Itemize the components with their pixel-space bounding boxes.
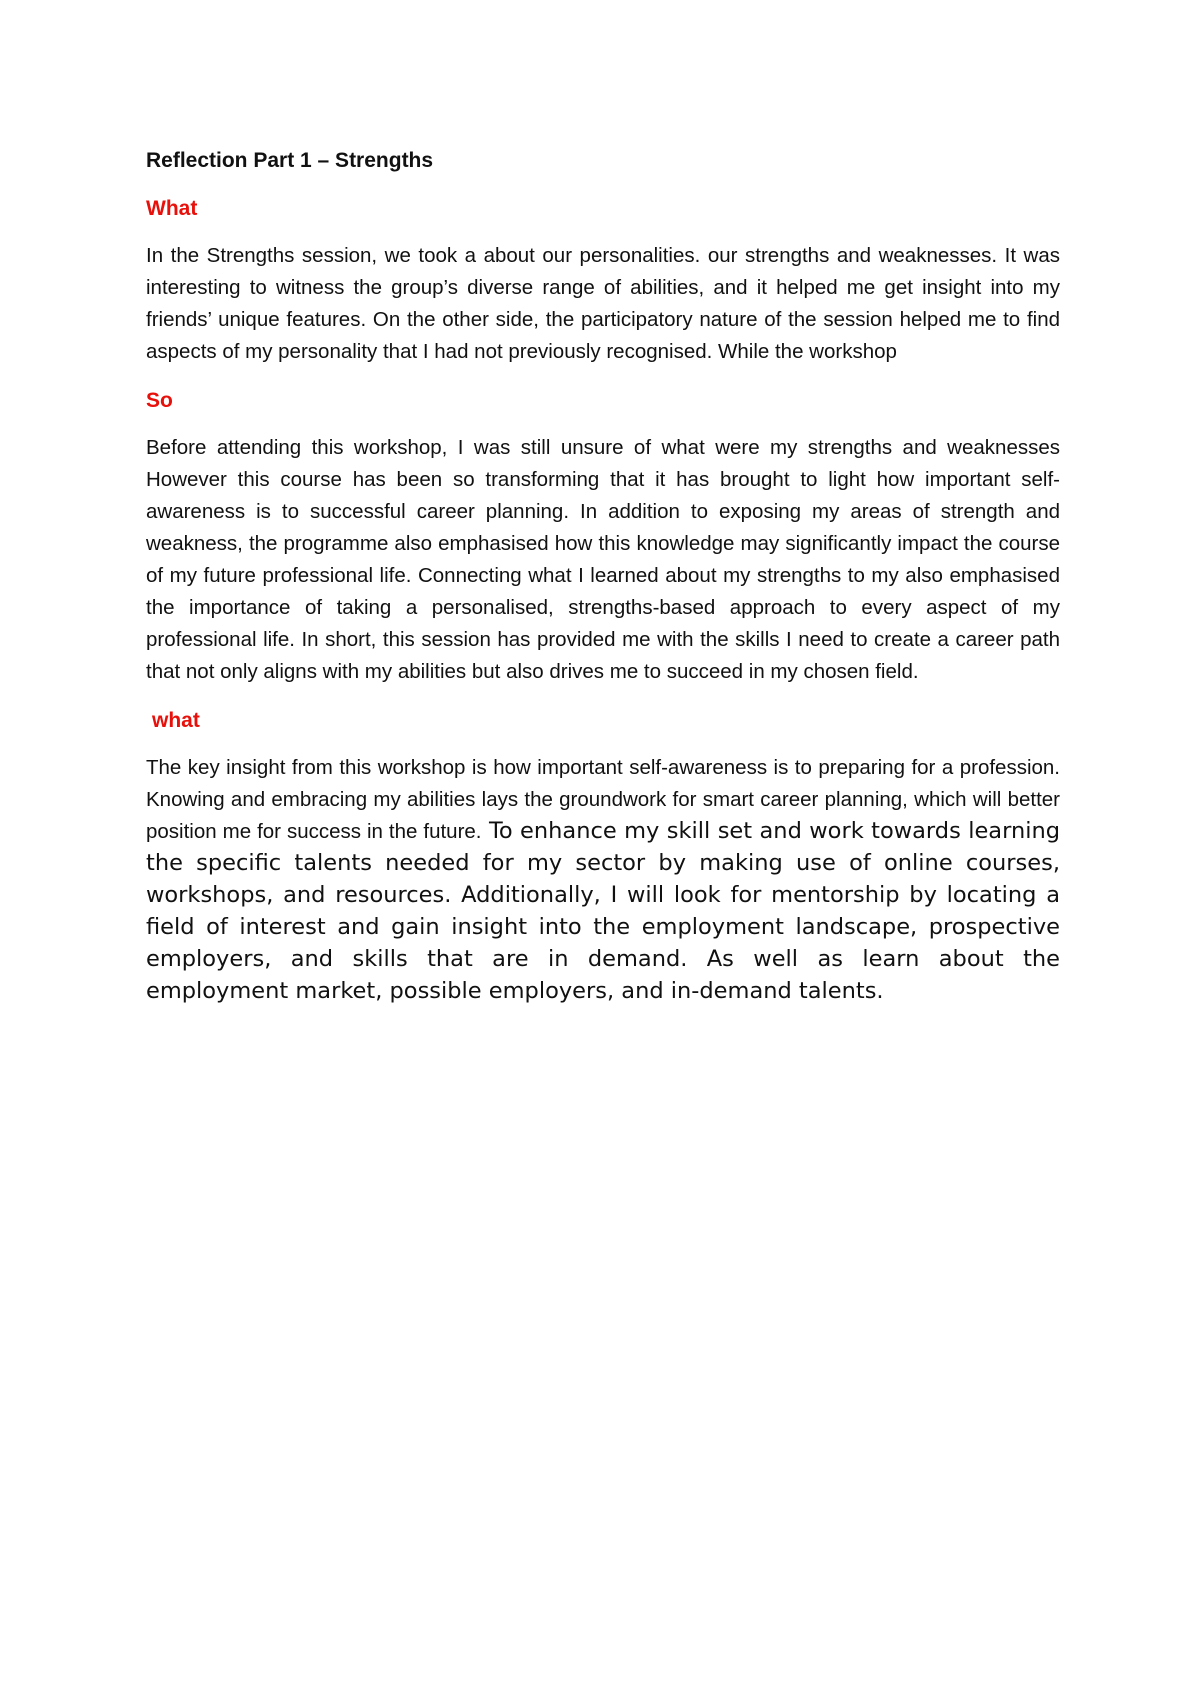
section-paragraph-what: In the Strengths session, we took a about our personalities. our strengths and weaknesses. It was interesting to witness the group’s diverse range of abilities, and it helped me get insight into my friends’ unique features. On the other side, the participatory nature of the session helped me to find aspects of my personality that I had not previously recognised. While the workshop xyxy=(146,244,1060,363)
section-paragraph-now-what xyxy=(146,752,1060,1008)
section-paragraph-so: Before attending this workshop, I was still unsure of what were my strengths and weaknesses However this course has been so transforming that it has brought to light how important self-awareness is to successful career planning. In addition to exposing my areas of strength and weakness, the programme also emphasised how this knowledge may significantly impact the course of my future professional life. Connecting what I learned about my strengths to my also emphasised the importance of taking a personalised, strengths-based approach to every aspect of my professional life. In short, this session has provided me with the skills I need to create a career path that not only aligns with my abilities but also drives me to succeed in my chosen field. xyxy=(146,436,1060,683)
section-heading-now-what: what xyxy=(152,709,200,732)
document-title: Reflection Part 1 – Strengths xyxy=(146,149,434,172)
section-heading-so: So xyxy=(146,389,173,412)
paragraph-part-regular: The key insight from this workshop is how important self-awareness is to preparing for a profession. Knowing and embracing my abilities lays the groundwork for smart career planning, which will better position me for success in the future. xyxy=(146,756,1060,843)
section-heading-what: What xyxy=(146,197,198,220)
document-body xyxy=(146,146,1060,1026)
paragraph-part-larger-font: To enhance my skill set and work towards learning the specific talents needed for my sector by making use of online courses, workshops, and resources. Additionally, I will look for mentorship by locating a field of interest and gain insight into the employment landscape, prospective employers, and skills that are in demand. As well as learn about the employment market, possible employers, and in-demand talents. xyxy=(146,818,1061,1004)
